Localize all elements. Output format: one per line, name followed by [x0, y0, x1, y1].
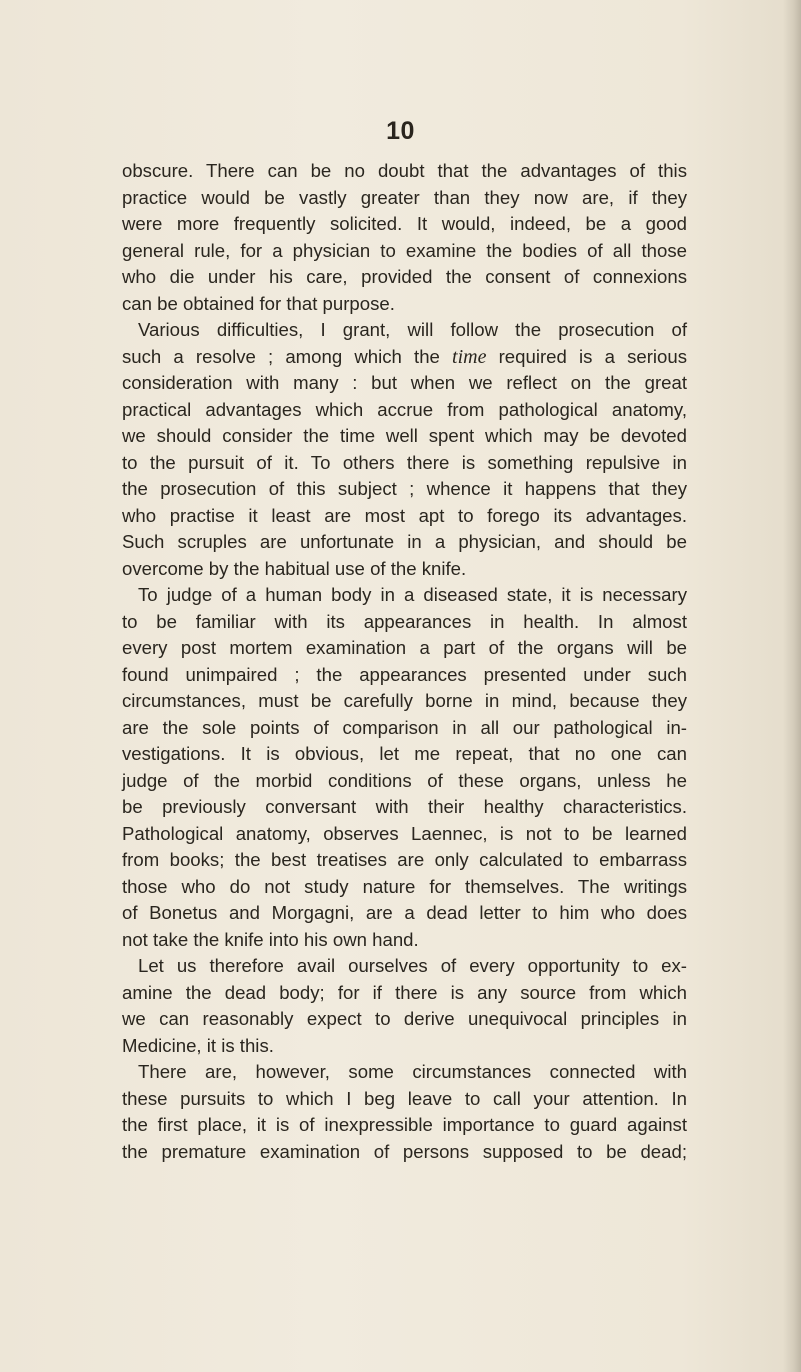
text-line: general rule, for a physician to examine the bodies of all those [122, 239, 687, 261]
text-line: Such scruples are unfortunate in a physician, and should be [122, 531, 687, 552]
text-line: To judge of a human body in a diseased state, it is necessary [138, 584, 687, 605]
text-line: we should consider the time well spent which may be devoted [122, 425, 687, 446]
text-line: obscure. There can be no doubt that the advantages of this [122, 160, 687, 181]
text-line: Various difficulties, I grant, will follow the prosecution of [138, 319, 687, 340]
text-line: Let us therefore avail ourselves of every opportunity to ex- [138, 955, 687, 976]
text-fragment: such a resolve ; among which the [122, 345, 453, 367]
text-line: circumstances, must be carefully borne in mind, because they [122, 690, 687, 711]
text-line: the premature examination of persons supposed to be dead; [122, 1140, 687, 1162]
text-line: the prosecution of this subject ; whence it happens that they [122, 478, 687, 499]
text-line: Medicine, it is this. [122, 1034, 274, 1056]
text-line: to be familiar with its appearances in health. In almost [122, 610, 687, 632]
text-line: every post mortem examination a part of the organs will be [122, 637, 687, 658]
text-line: the first place, it is of inexpressible importance to guard against [122, 1114, 687, 1135]
text-line: amine the dead body; for if there is any source from which [122, 981, 687, 1003]
text-line: overcome by the habitual use of the knife. [122, 557, 467, 579]
text-line: consideration with many : but when we reflect on the great [122, 372, 687, 393]
page-number: 10 [386, 117, 415, 145]
text-line: judge of the morbid conditions of these organs, unless he [122, 769, 687, 791]
text-line: practical advantages which accrue from pathological anatomy, [122, 398, 687, 420]
text-line: to the pursuit of it. To others there is something repulsive in [122, 451, 687, 473]
text-line: be previously conversant with their healthy characteristics. [122, 796, 687, 817]
text-line: who practise it least are most apt to forego its advantages. [122, 504, 687, 526]
text-line: practice would be vastly greater than they now are, if they [122, 186, 687, 208]
text-fragment: required is a serious [486, 345, 688, 367]
text-line: There are, however, some circumstances connected with [138, 1061, 687, 1082]
page-edge-shadow [783, 0, 801, 1372]
text-line: who die under his care, provided the consent of connexions [122, 266, 687, 287]
text-line: of Bonetus and Morgagni, are a dead letter to him who does [122, 902, 687, 923]
text-line: those who do not study nature for themselves. The writings [122, 875, 687, 897]
text-line: these pursuits to which I beg leave to call your attention. In [122, 1087, 687, 1109]
text-line: found unimpaired ; the appearances presented under such [122, 663, 687, 685]
text-line: vestigations. It is obvious, let me repeat, that no one can [122, 743, 687, 764]
text-line: we can reasonably expect to derive unequivocal principles in [122, 1008, 687, 1029]
text-line-with-emphasis [122, 344, 687, 371]
emphasized-word: time [452, 345, 487, 368]
body-text [122, 158, 687, 1165]
text-line: were more frequently solicited. It would, indeed, be a good [122, 213, 687, 234]
text-line: Pathological anatomy, observes Laennec, is not to be learned [122, 822, 687, 844]
text-line: are the sole points of comparison in all our pathological in- [122, 716, 687, 738]
text-line: not take the knife into his own hand. [122, 928, 419, 950]
text-line: can be obtained for that purpose. [122, 292, 395, 314]
text-line: from books; the best treatises are only calculated to embarrass [122, 849, 687, 870]
